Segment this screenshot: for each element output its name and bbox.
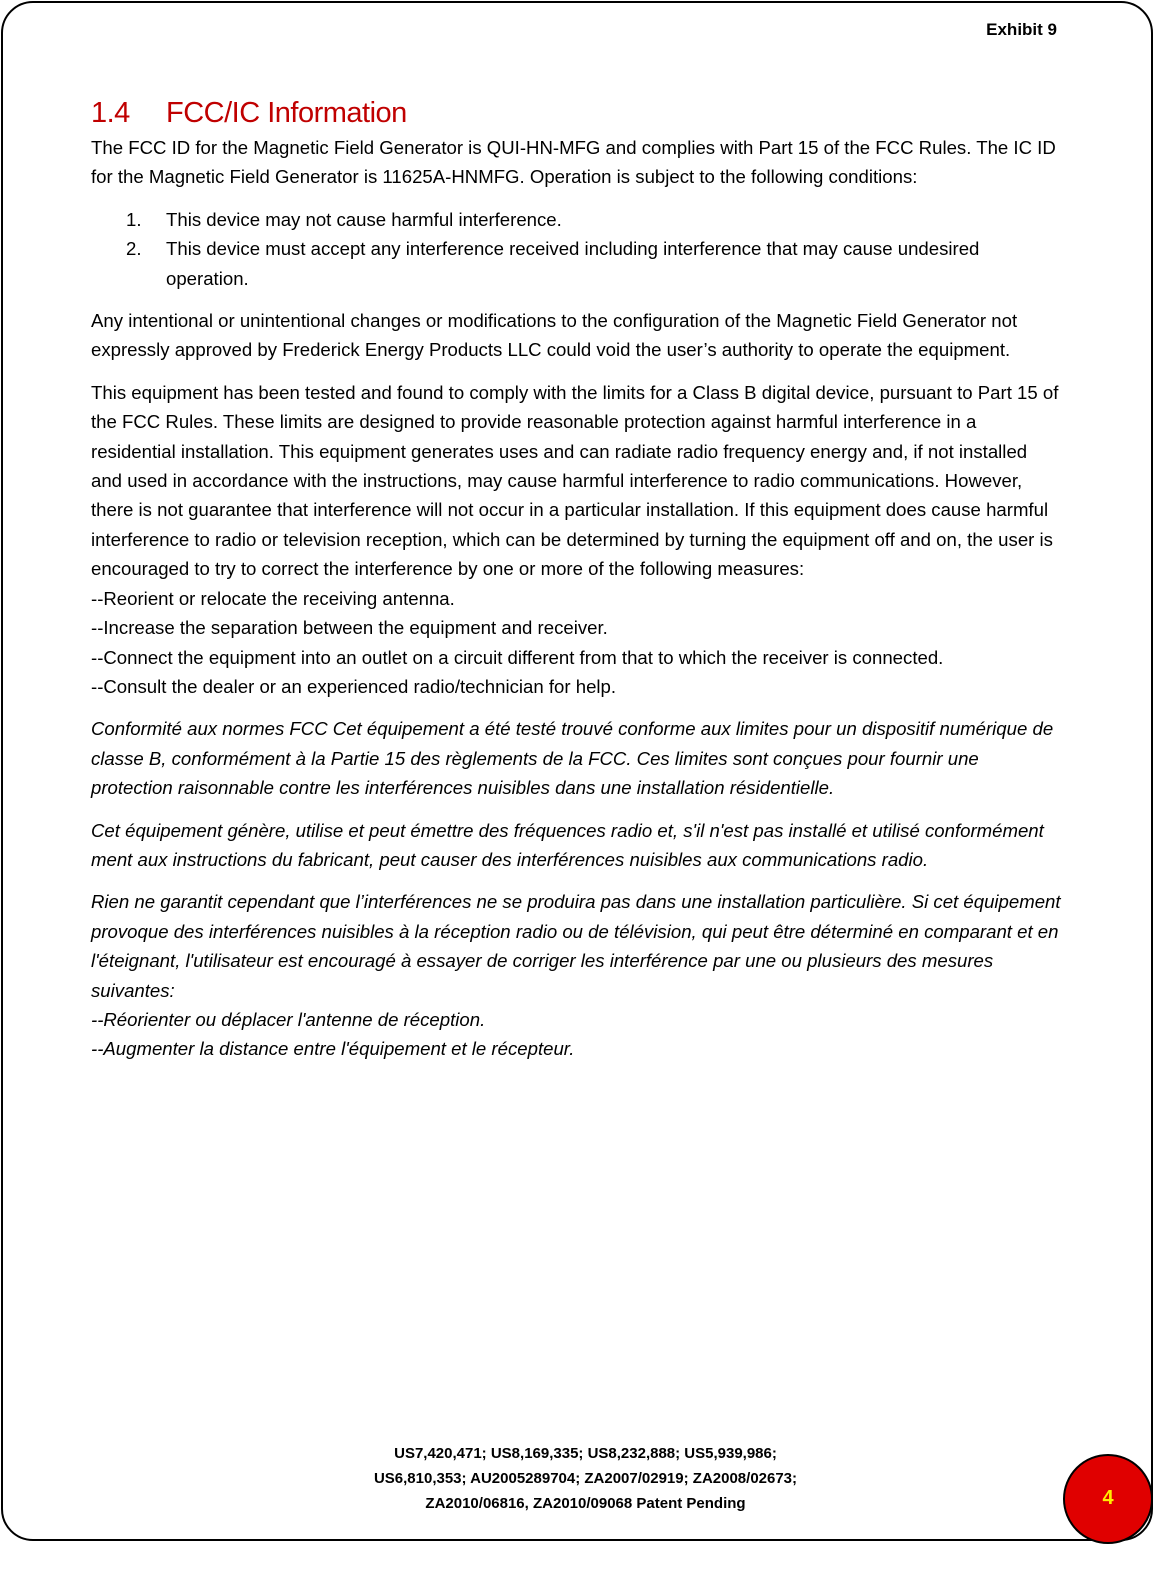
- french-measure-item: --Réorienter ou déplacer l'antenne de réception.: [91, 1008, 486, 1030]
- french-paragraph-2: Cet équipement génère, utilise et peut émettre des fréquences radio et, s'il n'est pas installé et utilisé conformément ment aux instructions du fabricant, peut causer des interférences nuisibles aux communications radio.: [91, 819, 1044, 870]
- condition-text: This device may not cause harmful interference.: [166, 208, 562, 230]
- measure-item: --Consult the dealer or an experienced radio/technician for help.: [91, 675, 617, 697]
- french-paragraph-3: Rien ne garantit cependant que l’interférences ne se produira pas dans une installation particulière. Si cet équipement provoque des interférences nuisibles à la réception radio ou de télévision, qui peut être déterminé en comparant et en l'éteignant, l'utilisateur est encouragé à essayer de corriger les interférence par une ou plusieurs des mesures suivantes:: [91, 891, 1061, 1001]
- patent-footer: [0, 1441, 1171, 1516]
- section-title: FCC/IC Information: [166, 97, 407, 129]
- section-heading: [91, 94, 1061, 132]
- modifications-paragraph: Any intentional or unintentional changes or modifications to the configuration of the Magnetic Field Generator not expressly approved by Frederick Energy Products LLC could void the user’s authority to operate the equipment.: [91, 310, 1018, 361]
- condition-number: 1.: [126, 208, 142, 230]
- page-number: 4: [1102, 1486, 1114, 1509]
- section-number: 1.4: [91, 97, 130, 129]
- french-paragraph-1: Conformité aux normes FCC Cet équipement a été testé trouvé conforme aux limites pour un dispositif numérique de classe B, conformément à la Partie 15 des règlements de la FCC. Ces limites sont conçues pour fournir une protection raisonnable contre les interférences nuisibles dans une installation résidentielle.: [91, 718, 1054, 799]
- measures-list: [91, 584, 1061, 702]
- condition-number: 2.: [126, 238, 142, 260]
- french-measure-item: --Augmenter la distance entre l'équipement et le récepteur.: [91, 1038, 575, 1060]
- page-number-badge: [1063, 1454, 1153, 1544]
- class-b-paragraph: This equipment has been tested and found to comply with the limits for a Class B digital device, pursuant to Part 15 of the FCC Rules. These limits are designed to provide reasonable protection against harmful interference in a residential installation. This equipment generates uses and can radiate radio frequency energy and, if not installed and used in accordance with the instructions, may cause harmful interference to radio communications. However, there is not guarantee that interference will not occur in a particular installation. If this equipment does cause harmful interference to radio or television reception, which can be determined by turning the equipment off and on, the user is encouraged to try to correct the interference by one or more of the following measures:: [91, 381, 1059, 580]
- patent-line: ZA2010/06816, ZA2010/09068 Patent Pending: [425, 1495, 746, 1512]
- patent-line: US7,420,471; US8,169,335; US8,232,888; US5,939,986;: [394, 1445, 777, 1462]
- condition-text: This device must accept any interference received including interference that may cause undesired operation.: [166, 238, 980, 289]
- french-measures-list: [91, 1005, 1061, 1064]
- measure-item: --Connect the equipment into an outlet on a circuit different from that to which the receiver is connected.: [91, 646, 944, 668]
- conditions-list: [91, 205, 1061, 293]
- condition-item: [91, 234, 1061, 293]
- condition-item: [91, 205, 1061, 234]
- measure-item: --Reorient or relocate the receiving antenna.: [91, 587, 455, 609]
- document-body: [91, 94, 1061, 1064]
- exhibit-label: Exhibit 9: [986, 20, 1057, 39]
- patent-line: US6,810,353; AU2005289704; ZA2007/02919; ZA2008/02673;: [373, 1470, 798, 1487]
- intro-paragraph: The FCC ID for the Magnetic Field Generator is QUI-HN-MFG and complies with Part 15 of the FCC Rules. The IC ID for the Magnetic Field Generator is 11625A-HNMFG. Operation is subject to the following conditions:: [91, 137, 1056, 188]
- measure-item: --Increase the separation between the equipment and receiver.: [91, 617, 608, 639]
